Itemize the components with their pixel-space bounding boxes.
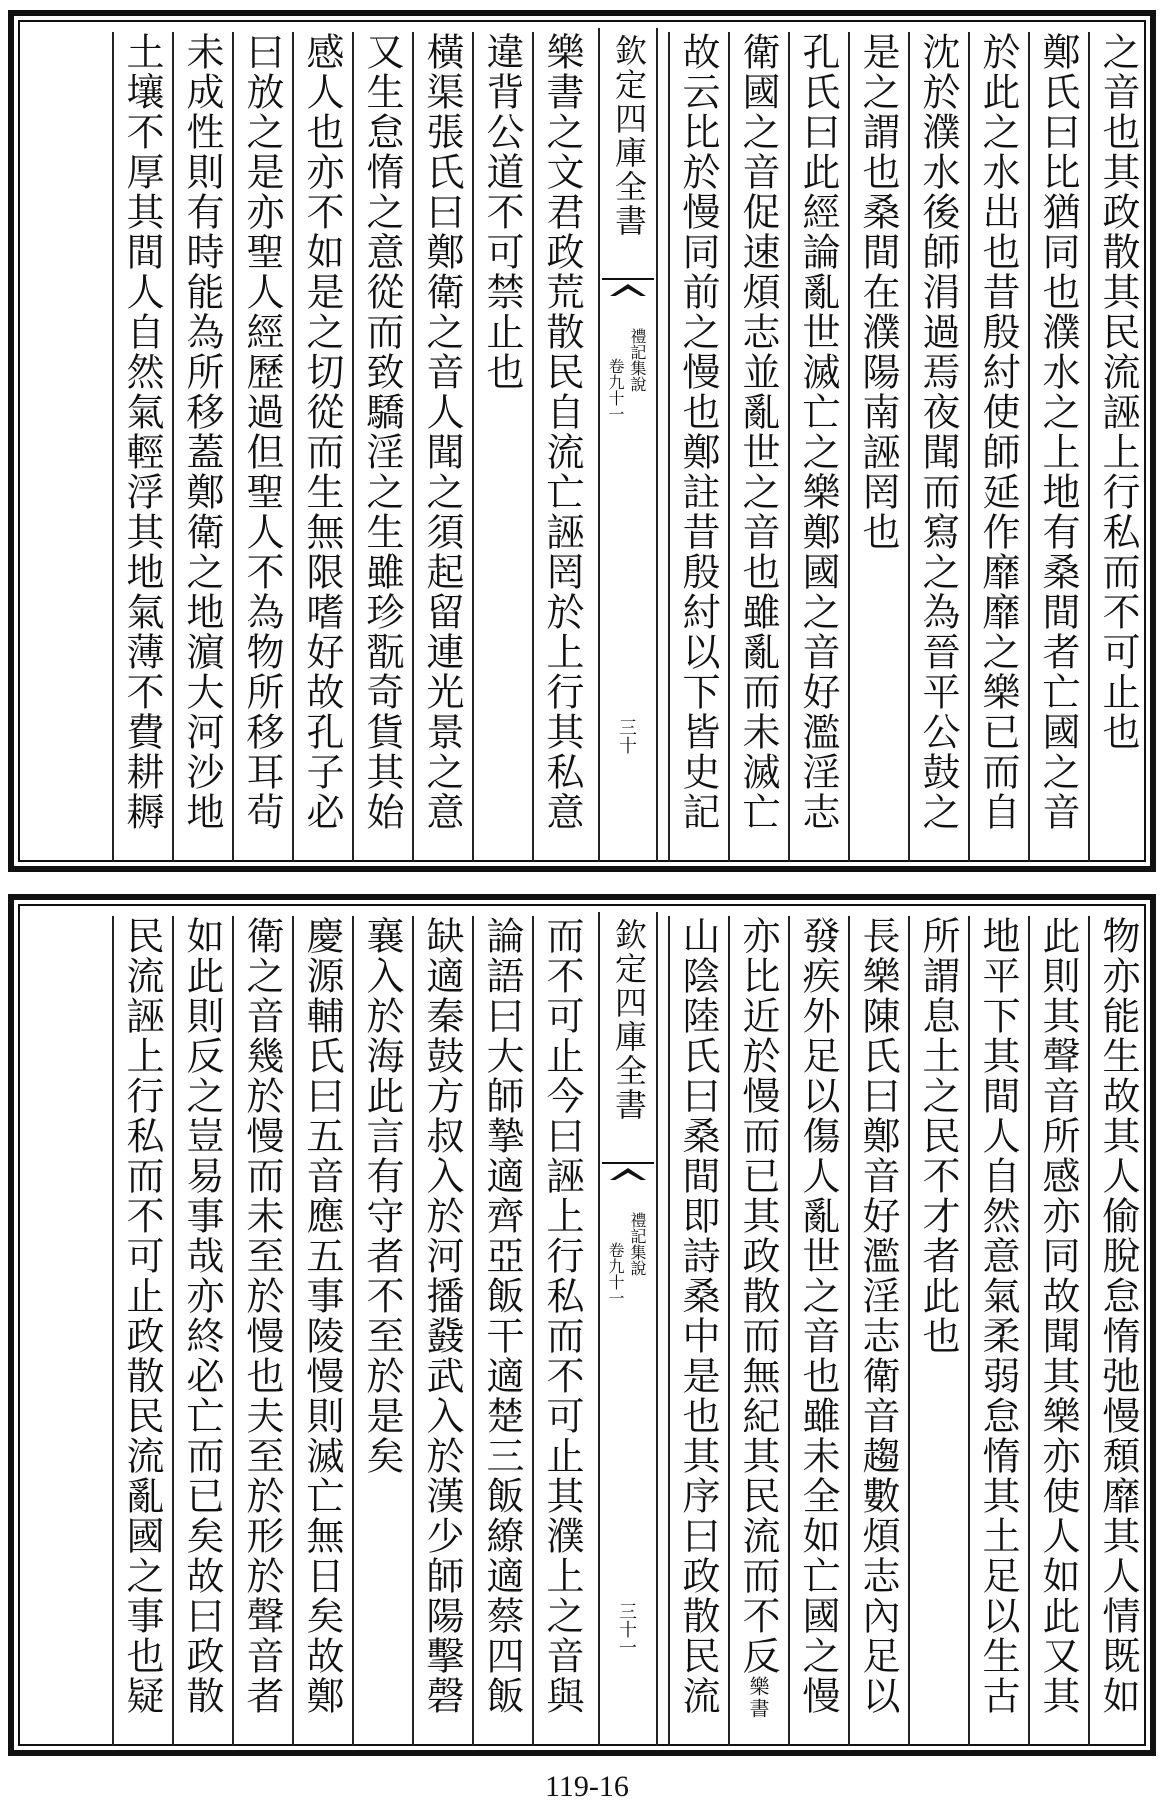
volume-title: 禮記集說 <box>628 1212 647 1276</box>
text-column: 衛國之音促速煩志並亂世之音也雖亂而未滅亡 <box>728 32 788 862</box>
bottom-page <box>8 894 1156 1756</box>
scan-page-number: 119-16 <box>545 1770 629 1803</box>
text-column: 缺適秦鼓方叔入於河播鼗武入於漢少師陽擊磬 <box>412 916 472 1746</box>
library-title: 欽定四庫全書 <box>610 918 648 1122</box>
text-column: 所謂息土之民不才者此也 <box>908 916 968 1746</box>
text-column: 橫渠張氏曰鄭衛之音人聞之須起留連光景之意 <box>412 32 472 862</box>
text-column: 違背公道不可禁止也 <box>472 32 532 862</box>
text-column: 之音也其政散其民流誣上行私而不可止也 <box>1088 32 1148 862</box>
chapter-label: 卷九十一 <box>606 1242 625 1306</box>
text-column: 地平下其間人自然意氣柔弱怠惰其土足以生古 <box>968 916 1028 1746</box>
fish-tail-mark <box>602 278 654 308</box>
text-column: 故云比於慢同前之慢也鄭註昔殷紂以下皆史記 <box>668 32 728 862</box>
text-column: 於此之水出也昔殷紂使師延作靡靡之樂已而自 <box>968 32 1028 862</box>
center-fold <box>598 28 658 862</box>
center-fold <box>598 912 658 1746</box>
top-page <box>8 10 1156 872</box>
library-title: 欽定四庫全書 <box>610 34 648 238</box>
text-column: 鄭氏曰比猶同也濮水之上地有桑間者亡國之音 <box>1028 32 1088 862</box>
page-number: 三十一 <box>616 1602 637 1656</box>
text-column: 沈於濮水後師涓過焉夜聞而寫之為晉平公鼓之 <box>908 32 968 862</box>
text-column: 土壤不厚其間人自然氣輕浮其地氣薄不費耕耨 <box>112 32 172 862</box>
fish-tail-mark <box>602 1162 654 1192</box>
text-column-main: 亦比近於慢而已其政散而無紀其民流而不反 <box>736 916 780 1676</box>
text-column: 發疾外足以傷人亂世之音也雖未全如亡國之慢 <box>788 916 848 1746</box>
text-column: 又生怠惰之意從而致驕淫之生雖珍翫奇貨其始 <box>352 32 412 862</box>
text-column: 慶源輔氏曰五音應五事陵慢則滅亡無日矣故鄭 <box>292 916 352 1746</box>
text-column: 論語曰大師摯適齊亞飯干適楚三飯繚適蔡四飯 <box>472 916 532 1746</box>
text-column: 曰放之是亦聖人經歷過但聖人不為物所移耳茍 <box>232 32 292 862</box>
text-column: 山陰陸氏曰桑間即詩桑中是也其序曰政散民流 <box>668 916 728 1746</box>
text-column: 衛之音幾於慢而未至於慢也夫至於形於聲音者 <box>232 916 292 1746</box>
text-column: 感人也亦不如是之切從而生無限嗜好故孔子必 <box>292 32 352 862</box>
bottom-page-frame <box>18 904 1146 1746</box>
text-column: 物亦能生故其人偷脫怠惰弛慢頹靡其人情既如 <box>1088 916 1148 1746</box>
text-column: 是之謂也桑間在濮陽南誣罔也 <box>848 32 908 862</box>
text-column: 襄入於海此言有守者不至於是矣 <box>352 916 412 1746</box>
small-note: 樂書 <box>746 1676 770 1720</box>
volume-title: 禮記集說 <box>628 328 647 392</box>
text-column: 而不可止今曰誣上行私而不可止其濮上之音與 <box>532 916 592 1746</box>
text-column: 長樂陳氏曰鄭音好濫淫志衛音趨數煩志內足以 <box>848 916 908 1746</box>
text-column: 樂書之文君政荒散民自流亡誣罔於上行其私意 <box>532 32 592 862</box>
text-column: 此則其聲音所感亦同故聞其樂亦使人如此又其 <box>1028 916 1088 1746</box>
text-column: 民流誣上行私而不可止政散民流亂國之事也疑 <box>112 916 172 1746</box>
text-column: 孔氏曰此經論亂世滅亡之樂鄭國之音好濫淫志 <box>788 32 848 862</box>
chapter-label: 卷九十一 <box>606 358 625 422</box>
text-column <box>728 916 788 1746</box>
text-column: 未成性則有時能為所移蓋鄭衛之地濵大河沙地 <box>172 32 232 862</box>
text-column: 如此則反之豈易事哉亦終必亡而已矣故曰政散 <box>172 916 232 1746</box>
top-page-frame <box>18 20 1146 862</box>
page-number: 三十 <box>616 718 637 754</box>
